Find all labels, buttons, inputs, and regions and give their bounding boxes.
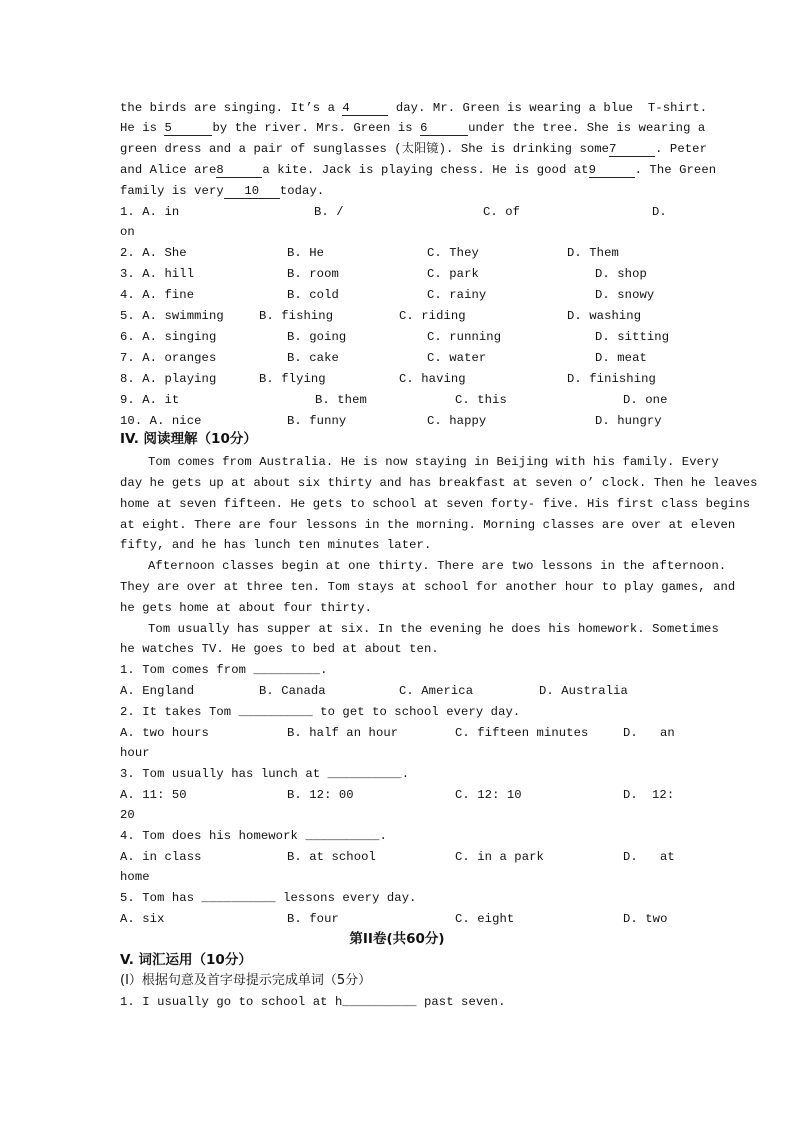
option-a: 10. A. nice — [120, 414, 202, 428]
option-c: C. of — [483, 205, 521, 219]
cloze-line-2: He is 5 by the river. Mrs. Green is 6 under the tree. She is wearing a — [120, 121, 706, 135]
passage-line: home at seven fifteen. He gets to school at seven forty- five. His first class begins — [120, 497, 751, 511]
option-d-wrap: 20 — [120, 808, 135, 822]
blank-7: 7 — [609, 142, 655, 157]
option-c: C. riding — [399, 309, 466, 323]
option-a: 6. A. singing — [120, 330, 217, 344]
passage-line: They are over at three ten. Tom stays at school for another hour to play games, and — [120, 580, 736, 594]
option-b: B. going — [287, 330, 347, 344]
reading-title: IV. 阅读理解（10分） — [120, 431, 257, 447]
option-a: 8. A. playing — [120, 372, 217, 386]
option-d: D. washing — [567, 309, 642, 323]
option-d: D. — [623, 726, 638, 740]
passage-line: at eight. There are four lessons in the morning. Morning classes are over at eleven — [120, 518, 736, 532]
option-d: D. hungry — [595, 414, 662, 428]
passage-line: he watches TV. He goes to bed at about ten. — [120, 642, 439, 656]
option-d-wrap: home — [120, 870, 150, 884]
passage-line: Tom usually has supper at six. In the evening he does his homework. Sometimes — [148, 622, 719, 636]
cloze-line-3: green dress and a pair of sunglasses (太阳镜). She is drinking some7 . Peter — [120, 142, 708, 156]
option-b: B. room — [287, 267, 339, 281]
option-d-text: at — [660, 850, 675, 864]
option-d-wrap: hour — [120, 746, 150, 760]
blank-9: 9 — [589, 163, 635, 178]
option-c: C. running — [427, 330, 502, 344]
option-b: B. four — [287, 912, 339, 926]
section-title: V. 词汇运用（10分） — [120, 952, 252, 968]
blank-10: 10 — [224, 184, 280, 199]
option-c: C. 12: 10 — [455, 788, 522, 802]
option-c: C. happy — [427, 414, 487, 428]
option-d-text: an — [660, 726, 675, 740]
option-a: A. 11: 50 — [120, 788, 187, 802]
option-c: C. America — [399, 684, 474, 698]
option-b: B. funny — [287, 414, 347, 428]
blank-6: 6 — [420, 121, 468, 136]
option-d: D. snowy — [595, 288, 655, 302]
option-c: C. fifteen minutes — [455, 726, 589, 740]
question-stem: 5. Tom has __________ lessons every day. — [120, 891, 417, 905]
option-a: 1. A. in — [120, 205, 180, 219]
option-d: D. Australia — [539, 684, 628, 698]
option-b: B. He — [287, 246, 325, 260]
blank-8: 8 — [216, 163, 262, 178]
passage-line: fifty, and he has lunch ten minutes later. — [120, 538, 432, 552]
option-c: C. park — [427, 267, 479, 281]
option-c: C. water — [427, 351, 487, 365]
option-d: D. meat — [595, 351, 647, 365]
passage-line: day he gets up at about six thirty and has breakfast at seven o’ clock. Then he leaves — [120, 476, 758, 490]
option-b: B. cake — [287, 351, 339, 365]
option-d-text: 12: — [652, 788, 675, 802]
option-d-wrap: on — [120, 225, 135, 239]
option-d: D. sitting — [595, 330, 670, 344]
cloze-line-4: and Alice are8 a kite. Jack is playing chess. He is good at9 . The Green — [120, 163, 717, 177]
question-stem: 4. Tom does his homework __________. — [120, 829, 387, 843]
option-d: D. — [623, 788, 638, 802]
option-c: C. this — [455, 393, 507, 407]
option-d: D. — [652, 205, 667, 219]
part-title: 第II卷(共60分) — [349, 931, 445, 947]
option-d: D. finishing — [567, 372, 656, 386]
option-b: B. half an hour — [287, 726, 399, 740]
option-d: D. — [623, 850, 638, 864]
option-a: 7. A. oranges — [120, 351, 217, 365]
option-c: C. in a park — [455, 850, 544, 864]
option-b: B. them — [315, 393, 367, 407]
blank-4: 4 — [342, 101, 388, 116]
passage-line: he gets home at about four thirty. — [120, 601, 373, 615]
option-a: A. England — [120, 684, 195, 698]
passage-line: Afternoon classes begin at one thirty. There are two lessons in the afternoon. — [148, 559, 727, 573]
question-stem: 3. Tom usually has lunch at __________. — [120, 767, 410, 781]
option-a: A. six — [120, 912, 165, 926]
option-c: C. eight — [455, 912, 515, 926]
option-a: A. in class — [120, 850, 202, 864]
subsection-title: (I）根据句意及首字母提示完成单词（5分） — [120, 973, 372, 988]
option-c: C. rainy — [427, 288, 487, 302]
option-b: B. fishing — [259, 309, 334, 323]
option-d: D. Them — [567, 246, 619, 260]
option-c: C. having — [399, 372, 466, 386]
option-b: B. at school — [287, 850, 376, 864]
passage-line: Tom comes from Australia. He is now staying in Beijing with his family. Every — [148, 455, 719, 469]
question-stem: 2. It takes Tom __________ to get to school every day. — [120, 705, 521, 719]
option-a: 3. A. hill — [120, 267, 195, 281]
option-b: B. flying — [259, 372, 326, 386]
option-d: D. shop — [595, 267, 647, 281]
option-a: 5. A. swimming — [120, 309, 224, 323]
blank-5: 5 — [164, 121, 212, 136]
question-stem: 1. I usually go to school at h__________ past seven. — [120, 995, 506, 1009]
option-d: D. two — [623, 912, 668, 926]
cloze-line-5: family is very 10 today. — [120, 184, 325, 198]
option-b: B. 12: 00 — [287, 788, 354, 802]
option-a: 9. A. it — [120, 393, 180, 407]
option-c: C. They — [427, 246, 479, 260]
cloze-line-1: the birds are singing. It’s a 4 day. Mr. Green is wearing a blue T-shirt. — [120, 101, 708, 115]
question-stem: 1. Tom comes from _________. — [120, 663, 328, 677]
option-b: B. Canada — [259, 684, 326, 698]
option-b: B. cold — [287, 288, 339, 302]
option-a: 4. A. fine — [120, 288, 195, 302]
option-a: A. two hours — [120, 726, 209, 740]
option-a: 2. A. She — [120, 246, 187, 260]
option-d: D. one — [623, 393, 668, 407]
option-b: B. / — [314, 205, 344, 219]
